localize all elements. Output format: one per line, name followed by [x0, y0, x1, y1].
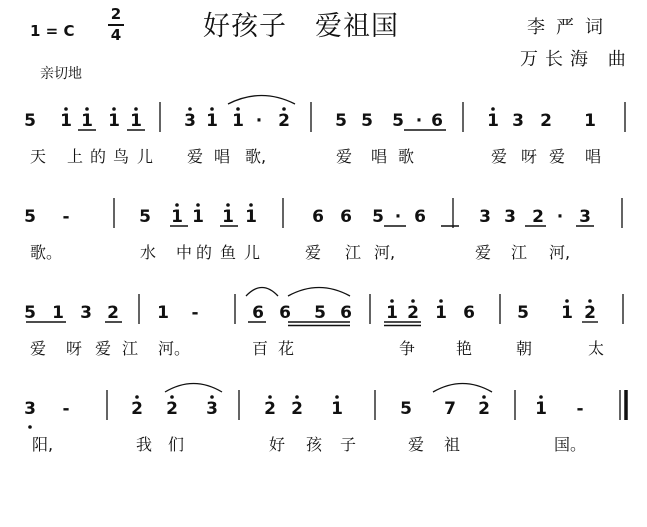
note: 1: [222, 207, 234, 227]
lyric-syllable: 天: [30, 147, 47, 166]
time-signature-top: 2: [110, 5, 122, 23]
note: 1: [192, 207, 204, 227]
lyric-syllable: 阳,: [32, 435, 54, 454]
note: 5: [335, 111, 347, 131]
note: 1: [535, 399, 547, 419]
note: 1: [245, 207, 257, 227]
note: 1: [81, 111, 93, 131]
note: 1: [386, 303, 398, 323]
lyric-syllable: 爱: [305, 243, 322, 262]
high-octave-dot: [565, 299, 569, 303]
lyric-syllable: 鸟: [113, 147, 130, 166]
high-octave-dot: [390, 299, 394, 303]
lyric-syllable: 艳: [456, 339, 473, 358]
note: 1: [108, 111, 120, 131]
high-octave-dot: [588, 299, 592, 303]
slur-arc: [433, 384, 492, 393]
note: 3: [184, 111, 196, 131]
lyric-syllable: 歌: [398, 147, 415, 166]
note: -: [62, 399, 70, 419]
lyric-syllable: 中: [176, 243, 193, 262]
high-octave-dot: [411, 299, 415, 303]
note: 3: [24, 399, 36, 419]
lyric-syllable: 百: [252, 339, 269, 358]
lyric-syllable: 朝: [516, 339, 533, 358]
high-octave-dot: [175, 203, 179, 207]
note: 2: [278, 111, 290, 131]
note: ·: [255, 111, 263, 131]
note: 5: [372, 207, 384, 227]
lyric-syllable: 的: [90, 147, 107, 166]
note: 3: [512, 111, 524, 131]
note: ·: [415, 111, 423, 131]
note: 1: [60, 111, 72, 131]
note: 2: [264, 399, 276, 419]
note: 5: [400, 399, 412, 419]
high-octave-dot: [64, 107, 68, 111]
note: 1: [331, 399, 343, 419]
lyric-syllable: 江: [345, 243, 362, 262]
note: -: [191, 303, 199, 323]
note: 3: [206, 399, 218, 419]
note: ·: [394, 207, 402, 227]
lyric-syllable: 爱: [475, 243, 492, 262]
high-octave-dot: [282, 107, 286, 111]
lyric-syllable: 水: [140, 243, 157, 262]
lyric-syllable: 爱: [95, 339, 112, 358]
high-octave-dot: [249, 203, 253, 207]
note: 5: [392, 111, 404, 131]
time-signature-bottom: 4: [110, 26, 122, 44]
slur-arc: [246, 288, 278, 297]
note: 6: [312, 207, 324, 227]
key-signature: 1 = C: [30, 22, 75, 40]
high-octave-dot: [539, 395, 543, 399]
lyric-syllable: 花: [278, 339, 295, 358]
lyric-syllable: 江: [122, 339, 139, 358]
note: 1: [232, 111, 244, 131]
note: 6: [463, 303, 475, 323]
note: 6: [252, 303, 264, 323]
note: 5: [24, 207, 36, 227]
note: 3: [579, 207, 591, 227]
note: 1: [206, 111, 218, 131]
note: 6: [340, 207, 352, 227]
note: 2: [584, 303, 596, 323]
high-octave-dot: [134, 107, 138, 111]
lyric-syllable: 国。: [554, 435, 587, 454]
high-octave-dot: [226, 203, 230, 207]
note: -: [576, 399, 584, 419]
lyric-syllable: 河。: [158, 339, 191, 358]
lyric-syllable: 爱: [336, 147, 353, 166]
slur-arc: [288, 288, 350, 297]
lyric-syllable: 爱: [187, 147, 204, 166]
note: 5: [361, 111, 373, 131]
lyric-syllable: 唱: [585, 147, 602, 166]
lyric-syllable: 的: [196, 243, 213, 262]
lyric-syllable: 们: [168, 435, 185, 454]
high-octave-dot: [188, 107, 192, 111]
lyric-syllable: 河,: [374, 243, 396, 262]
lyric-syllable: 争: [399, 339, 416, 358]
lyric-syllable: 上: [67, 147, 84, 166]
high-octave-dot: [482, 395, 486, 399]
note: 1: [584, 111, 596, 131]
high-octave-dot: [112, 107, 116, 111]
note: 7: [444, 399, 456, 419]
note: 1: [157, 303, 169, 323]
note: 2: [407, 303, 419, 323]
note: 5: [24, 111, 36, 131]
lyric-syllable: 歌,: [245, 147, 267, 166]
high-octave-dot: [210, 395, 214, 399]
lyric-syllable: 好: [269, 435, 286, 454]
note: 6: [414, 207, 426, 227]
high-octave-dot: [268, 395, 272, 399]
note: 3: [479, 207, 491, 227]
note: 2: [107, 303, 119, 323]
note: 1: [52, 303, 64, 323]
note: 1: [435, 303, 447, 323]
lyric-syllable: 鱼: [220, 243, 237, 262]
lyric-syllable: 唱: [371, 147, 388, 166]
note: 6: [431, 111, 443, 131]
high-octave-dot: [85, 107, 89, 111]
note: 1: [487, 111, 499, 131]
note: 5: [517, 303, 529, 323]
high-octave-dot: [210, 107, 214, 111]
lyric-syllable: 儿: [244, 243, 261, 262]
high-octave-dot: [335, 395, 339, 399]
lyric-syllable: 爱: [549, 147, 566, 166]
note: 6: [340, 303, 352, 323]
lyric-syllable: 歌。: [30, 243, 63, 262]
lyric-syllable: 子: [340, 435, 357, 454]
high-octave-dot: [491, 107, 495, 111]
high-octave-dot: [196, 203, 200, 207]
high-octave-dot: [170, 395, 174, 399]
note: 1: [171, 207, 183, 227]
high-octave-dot: [135, 395, 139, 399]
lyric-syllable: 爱: [491, 147, 508, 166]
tempo-marking: 亲切地: [40, 66, 82, 82]
high-octave-dot: [236, 107, 240, 111]
lyric-syllable: 爱: [30, 339, 47, 358]
lyric-syllable: 我: [136, 435, 153, 454]
lyric-syllable: 唱: [214, 147, 231, 166]
note: 5: [24, 303, 36, 323]
lyric-syllable: 祖: [444, 435, 461, 454]
slur-arc: [228, 96, 295, 105]
note: 2: [532, 207, 544, 227]
note: 5: [314, 303, 326, 323]
note: 2: [540, 111, 552, 131]
lyric-syllable: 江: [511, 243, 528, 262]
note: 2: [166, 399, 178, 419]
note: 6: [279, 303, 291, 323]
note: 5: [139, 207, 151, 227]
slur-arc: [165, 384, 222, 393]
note: 2: [291, 399, 303, 419]
note: 2: [478, 399, 490, 419]
note: 1: [561, 303, 573, 323]
lyric-syllable: 呀: [521, 147, 538, 166]
composer-credit: 万长海 曲: [520, 49, 633, 70]
note: 2: [131, 399, 143, 419]
note: 1: [130, 111, 142, 131]
low-octave-dot: [28, 425, 32, 429]
lyric-syllable: 河,: [549, 243, 571, 262]
lyric-syllable: 儿: [137, 147, 154, 166]
lyric-syllable: 太: [588, 339, 605, 358]
note: 3: [80, 303, 92, 323]
lyric-syllable: 呀: [66, 339, 83, 358]
song-title: 好孩子 爱祖国: [203, 11, 399, 42]
lyric-syllable: 爱: [408, 435, 425, 454]
high-octave-dot: [295, 395, 299, 399]
note: ·: [556, 207, 564, 227]
lyric-syllable: 孩: [306, 435, 323, 454]
note: -: [62, 207, 70, 227]
high-octave-dot: [439, 299, 443, 303]
lyricist-credit: 李严词: [527, 17, 614, 38]
note: 3: [504, 207, 516, 227]
